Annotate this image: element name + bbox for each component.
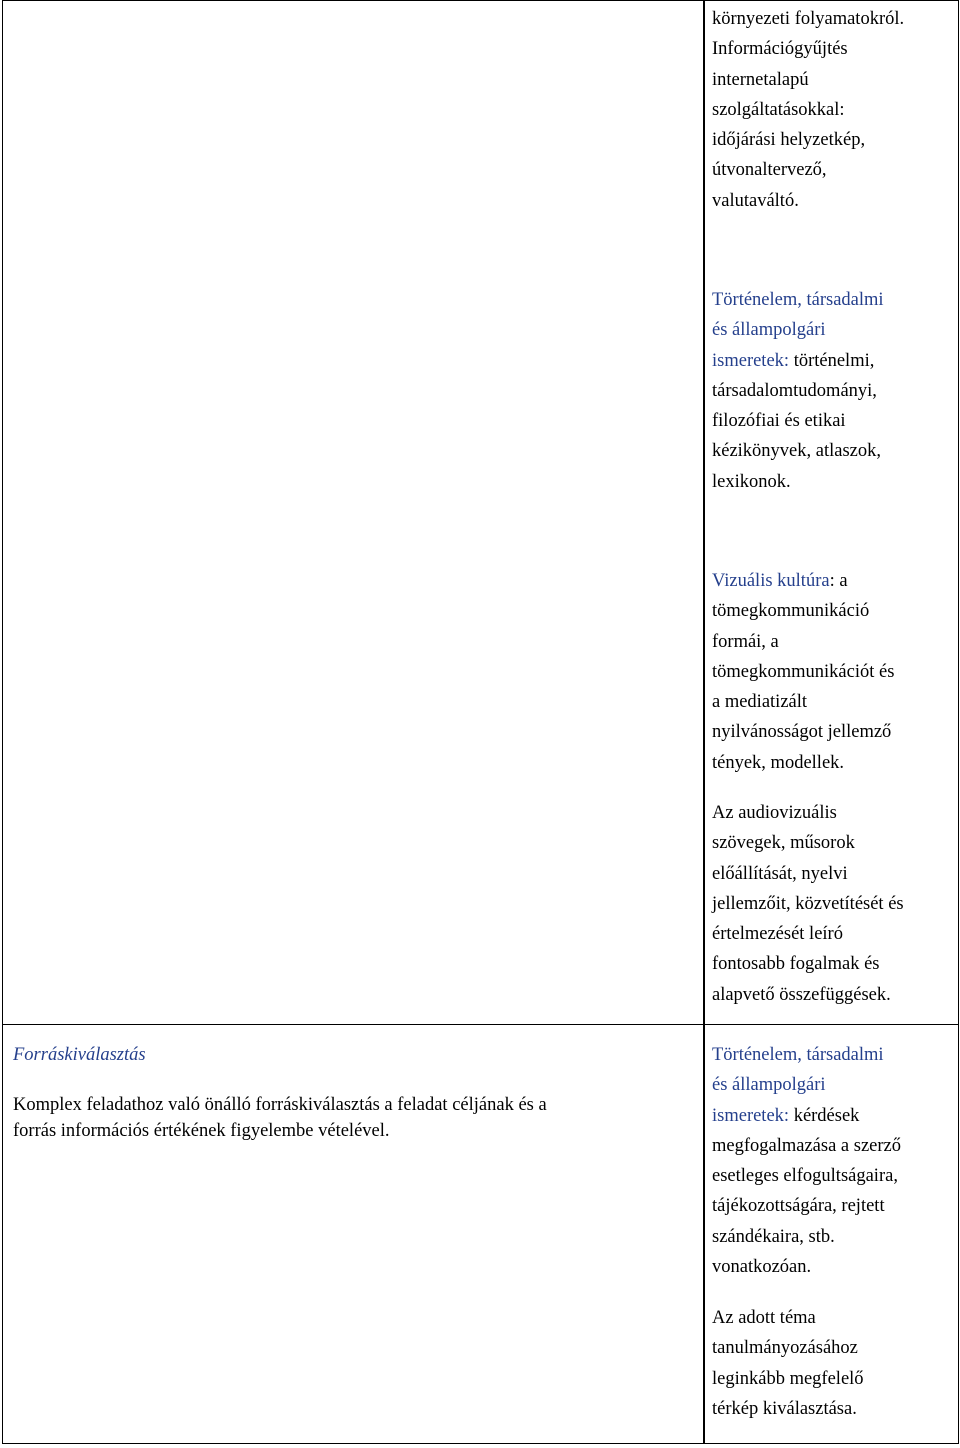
connection-block-maps	[712, 1303, 864, 1424]
text-line: a mediatizált	[712, 692, 808, 713]
text-line: időjárási helyzetkép,	[712, 130, 866, 151]
subject-name: és állampolgári	[712, 320, 826, 341]
spacer	[13, 1070, 547, 1092]
connection-block-history	[712, 285, 884, 497]
text-line: Az adott téma	[712, 1308, 816, 1328]
text-line: környezeti folyamatokról.	[712, 9, 905, 29]
text-line: tények, modellek.	[712, 752, 845, 773]
text-line: leginkább megfelelő	[712, 1368, 864, 1389]
table-cell-connections	[703, 1025, 959, 1444]
text-line: térkép kiválasztása.	[712, 1398, 857, 1419]
connection-block-visual-culture	[712, 566, 894, 778]
text-line: nyilvánosságot jellemző	[712, 722, 892, 743]
text-line: formái, a	[712, 631, 779, 652]
text-line: tájékozottságára, rejtett	[712, 1196, 885, 1217]
text-line: filozófiai és etikai	[712, 411, 846, 432]
text-line: szövegek, műsorok	[712, 833, 855, 854]
text-line	[712, 1101, 901, 1131]
text-line: értelmezését leíró	[712, 924, 843, 945]
text-span: történelmi,	[789, 350, 875, 371]
text-line: szándékaira, stb.	[712, 1226, 835, 1247]
text-line	[712, 346, 884, 376]
topic-heading: Forráskiválasztás	[13, 1045, 146, 1065]
topic-block	[13, 1040, 547, 1144]
text-line: Komplex feladathoz való önálló forráskiválasztás a feladat céljának és a	[13, 1095, 547, 1116]
connection-block-informatics	[712, 4, 904, 216]
table-cell-empty	[2, 0, 705, 1025]
text-line: forrás információs értékének figyelembe vételével.	[13, 1121, 390, 1142]
table-row	[0, 1025, 960, 1448]
table-cell-connections	[703, 0, 959, 1025]
connection-block-history	[712, 1040, 901, 1282]
text-line: szolgáltatásokkal:	[712, 99, 845, 120]
text-line: kézikönyvek, atlaszok,	[712, 441, 882, 462]
text-line: lexikonok.	[712, 471, 791, 492]
text-line: útvonaltervező,	[712, 160, 827, 181]
connection-block-audiovisual	[712, 798, 904, 1010]
text-line: Az audiovizuális	[712, 803, 837, 823]
text-line: Információgyűjtés	[712, 39, 848, 60]
text-line: megfogalmazása a szerző	[712, 1135, 902, 1156]
text-line: alapvető összefüggések.	[712, 984, 891, 1005]
text-line: fontosabb fogalmak és	[712, 954, 880, 975]
table-cell-topic	[2, 1025, 705, 1444]
text-line: előállítását, nyelvi	[712, 863, 848, 884]
text-span: kérdések	[789, 1105, 860, 1126]
text-line: internetalapú	[712, 69, 809, 90]
subject-name: Történelem, társadalmi	[712, 1045, 884, 1065]
subject-name-tail: ismeretek:	[712, 350, 790, 371]
subject-name: és állampolgári	[712, 1075, 826, 1096]
text-line: társadalomtudományi,	[712, 380, 877, 401]
text-line: tömegkommunikáció	[712, 601, 870, 622]
text-line: jellemzőit, közvetítését és	[712, 893, 904, 914]
text-span: : a	[829, 571, 848, 591]
text-line: tanulmányozásához	[712, 1338, 858, 1359]
subject-name: Történelem, társadalmi	[712, 290, 884, 310]
text-line: vonatkozóan.	[712, 1257, 812, 1278]
text-line	[712, 566, 894, 596]
text-line: valutaváltó.	[712, 190, 799, 211]
text-line: tömegkommunikációt és	[712, 661, 895, 682]
subject-name: Vizuális kultúra	[712, 571, 830, 591]
text-line: esetleges elfogultságaira,	[712, 1166, 898, 1187]
subject-name-tail: ismeretek:	[712, 1105, 790, 1126]
